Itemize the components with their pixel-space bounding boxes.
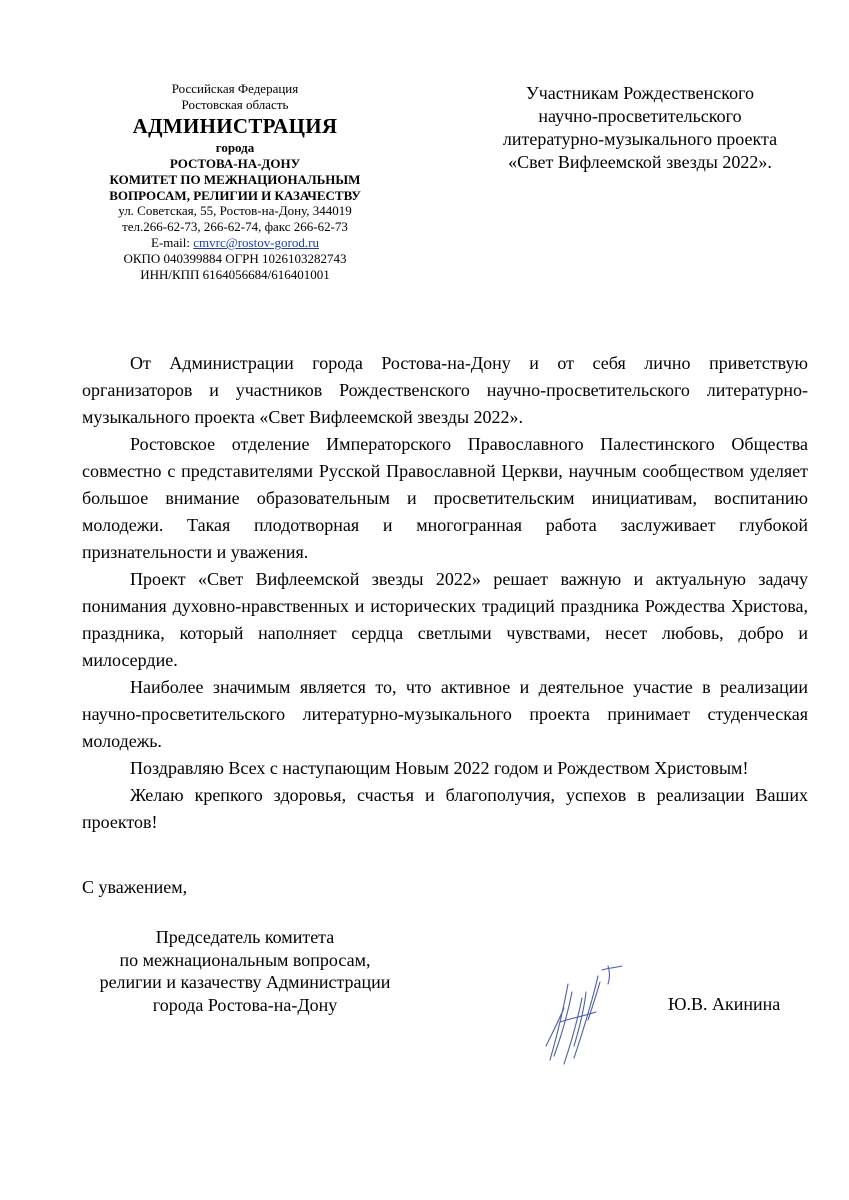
signatory-title-line4: города Ростова-на-Дону bbox=[152, 994, 338, 1015]
letter-body bbox=[82, 350, 808, 836]
signatory-title-line1: Председатель комитета bbox=[155, 927, 335, 947]
body-paragraph: Поздравляю Всех с наступающим Новым 2022 годом и Рождеством Христовым! bbox=[130, 758, 749, 778]
addressee-block bbox=[465, 82, 815, 174]
signatory-title-line3: религии и казачеству Администрации bbox=[99, 972, 391, 992]
email-label: E-mail: bbox=[151, 235, 194, 251]
letterhead-city: РОСТОВА-НА-ДОНУ bbox=[169, 155, 301, 171]
letterhead-phones: тел.266-62-73, 266-62-74, факс 266-62-73 bbox=[122, 219, 348, 235]
letterhead-inn: ИНН/КПП 6164056684/616401001 bbox=[140, 267, 330, 283]
letterhead-region: Ростовская область bbox=[181, 96, 289, 112]
signer-name: Ю.В. Акинина bbox=[668, 994, 781, 1014]
letterhead-committee-line1: КОМИТЕТ ПО МЕЖНАЦИОНАЛЬНЫМ bbox=[109, 171, 361, 187]
letterhead-address: ул. Советская, 55, Ростов-на-Дону, 344019 bbox=[118, 203, 352, 219]
addressee-line4: «Свет Вифлеемской звезды 2022». bbox=[508, 152, 772, 172]
email-link[interactable]: cmvrc@rostov-gorod.ru bbox=[193, 235, 319, 251]
body-paragraph: От Администрации города Ростова-на-Дону и от себя лично приветствую организаторов и участников Рождественского научно-просветительского литературно-музыкального проекта «Свет Вифлеемской звезды 2022». bbox=[82, 353, 808, 427]
body-paragraph: Желаю крепкого здоровья, счастья и благополучия, успехов в реализации Ваших проектов! bbox=[82, 785, 808, 832]
signatory-title-line2: по межнациональным вопросам, bbox=[119, 949, 371, 970]
addressee-line2: научно-просветительского bbox=[538, 106, 742, 126]
body-paragraph: Наиболее значимым является то, что активное и деятельное участие в реализации научно-просветительского литературно-музыкального проекта принимает студенческая молодежь. bbox=[82, 677, 808, 751]
letterhead-email-line bbox=[85, 235, 385, 251]
signatory-title bbox=[70, 926, 420, 1016]
letterhead-country: Российская Федерация bbox=[171, 81, 299, 96]
body-paragraph: Проект «Свет Вифлеемской звезды 2022» решает важную и актуальную задачу понимания духовно-нравственных и исторических традиций праздника Рождества Христова, праздника, который наполняет сердца светлыми чувствами, несет любовь, добро и милосердие. bbox=[82, 569, 808, 670]
letterhead-okpo: ОКПО 040399884 ОГРН 1026103282743 bbox=[123, 251, 347, 267]
letterhead-committee-line2: ВОПРОСАМ, РЕЛИГИИ И КАЗАЧЕСТВУ bbox=[109, 187, 361, 203]
body-paragraph: Ростовское отделение Императорского Православного Палестинского Общества совместно с представителями Русской Православной Церкви, научным сообществом уделяет большое внимание образовательным и просветительским инициативам, воспитанию молодежи. Такая плодотворная и многогранная работа заслуживает глубокой признательности и уважения. bbox=[82, 434, 808, 562]
regards: С уважением, bbox=[82, 877, 188, 897]
handwritten-signature bbox=[538, 962, 634, 1068]
letterhead bbox=[85, 81, 385, 283]
letterhead-org: АДМИНИСТРАЦИЯ bbox=[132, 113, 338, 138]
addressee-line3: литературно-музыкального проекта bbox=[502, 129, 778, 149]
letterhead-org-sub: города bbox=[215, 139, 255, 155]
addressee-line1: Участникам Рождественского bbox=[525, 83, 755, 103]
